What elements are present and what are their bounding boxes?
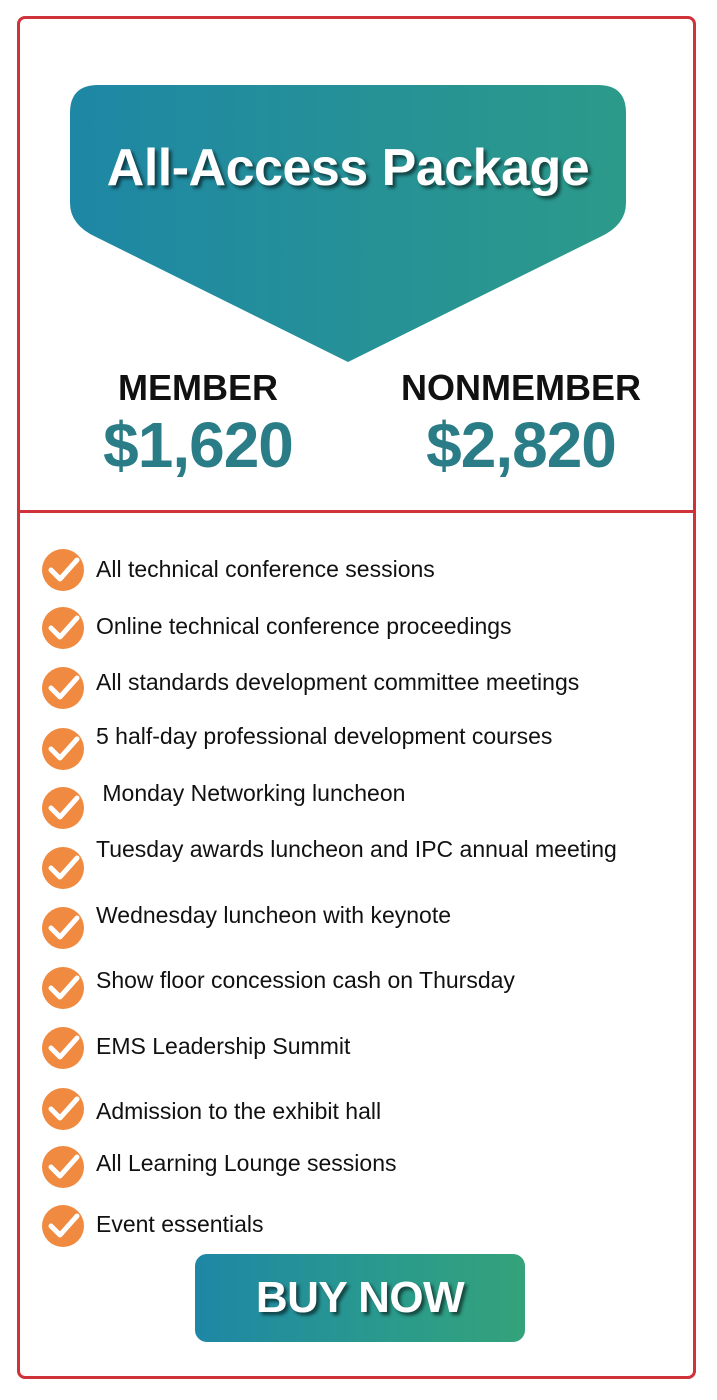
member-label: MEMBER: [118, 367, 278, 408]
nonmember-price: $2,820: [426, 409, 616, 481]
check-circle-icon: [41, 1087, 85, 1131]
check-circle-icon: [41, 1026, 85, 1070]
check-circle-icon: [41, 786, 85, 830]
check-circle-icon: [41, 1204, 85, 1248]
check-circle-icon: [41, 727, 85, 771]
package-title: All-Access Package: [106, 139, 590, 197]
check-circle-icon: [41, 846, 85, 890]
feature-item-text: Online technical conference proceedings: [96, 613, 512, 639]
check-circle-icon: [41, 966, 85, 1010]
nonmember-label: NONMEMBER: [401, 367, 641, 408]
check-circle-icon: [41, 1145, 85, 1189]
feature-item-text: Show floor concession cash on Thursday: [96, 967, 515, 993]
feature-item-text: 5 half-day professional development courses: [96, 723, 553, 749]
buy-now-label: BUY NOW: [255, 1273, 465, 1322]
check-circle-icon: [41, 548, 85, 592]
feature-item-text: All Learning Lounge sessions: [96, 1150, 397, 1176]
check-circle-icon: [41, 606, 85, 650]
check-circle-icon: [41, 906, 85, 950]
check-circle-icon: [41, 666, 85, 710]
member-price: $1,620: [103, 409, 293, 481]
feature-item-text: Event essentials: [96, 1211, 264, 1237]
feature-item-text: All technical conference sessions: [96, 556, 435, 582]
buy-now-button[interactable]: [195, 1254, 525, 1342]
feature-item-text: Tuesday awards luncheon and IPC annual meeting: [96, 836, 617, 862]
feature-item-text: Wednesday luncheon with keynote: [96, 902, 452, 928]
feature-item-text: Monday Networking luncheon: [96, 780, 406, 806]
feature-item-text: EMS Leadership Summit: [96, 1033, 351, 1059]
feature-item-text: All standards development committee meetings: [96, 669, 580, 695]
feature-item-text: Admission to the exhibit hall: [96, 1098, 382, 1124]
